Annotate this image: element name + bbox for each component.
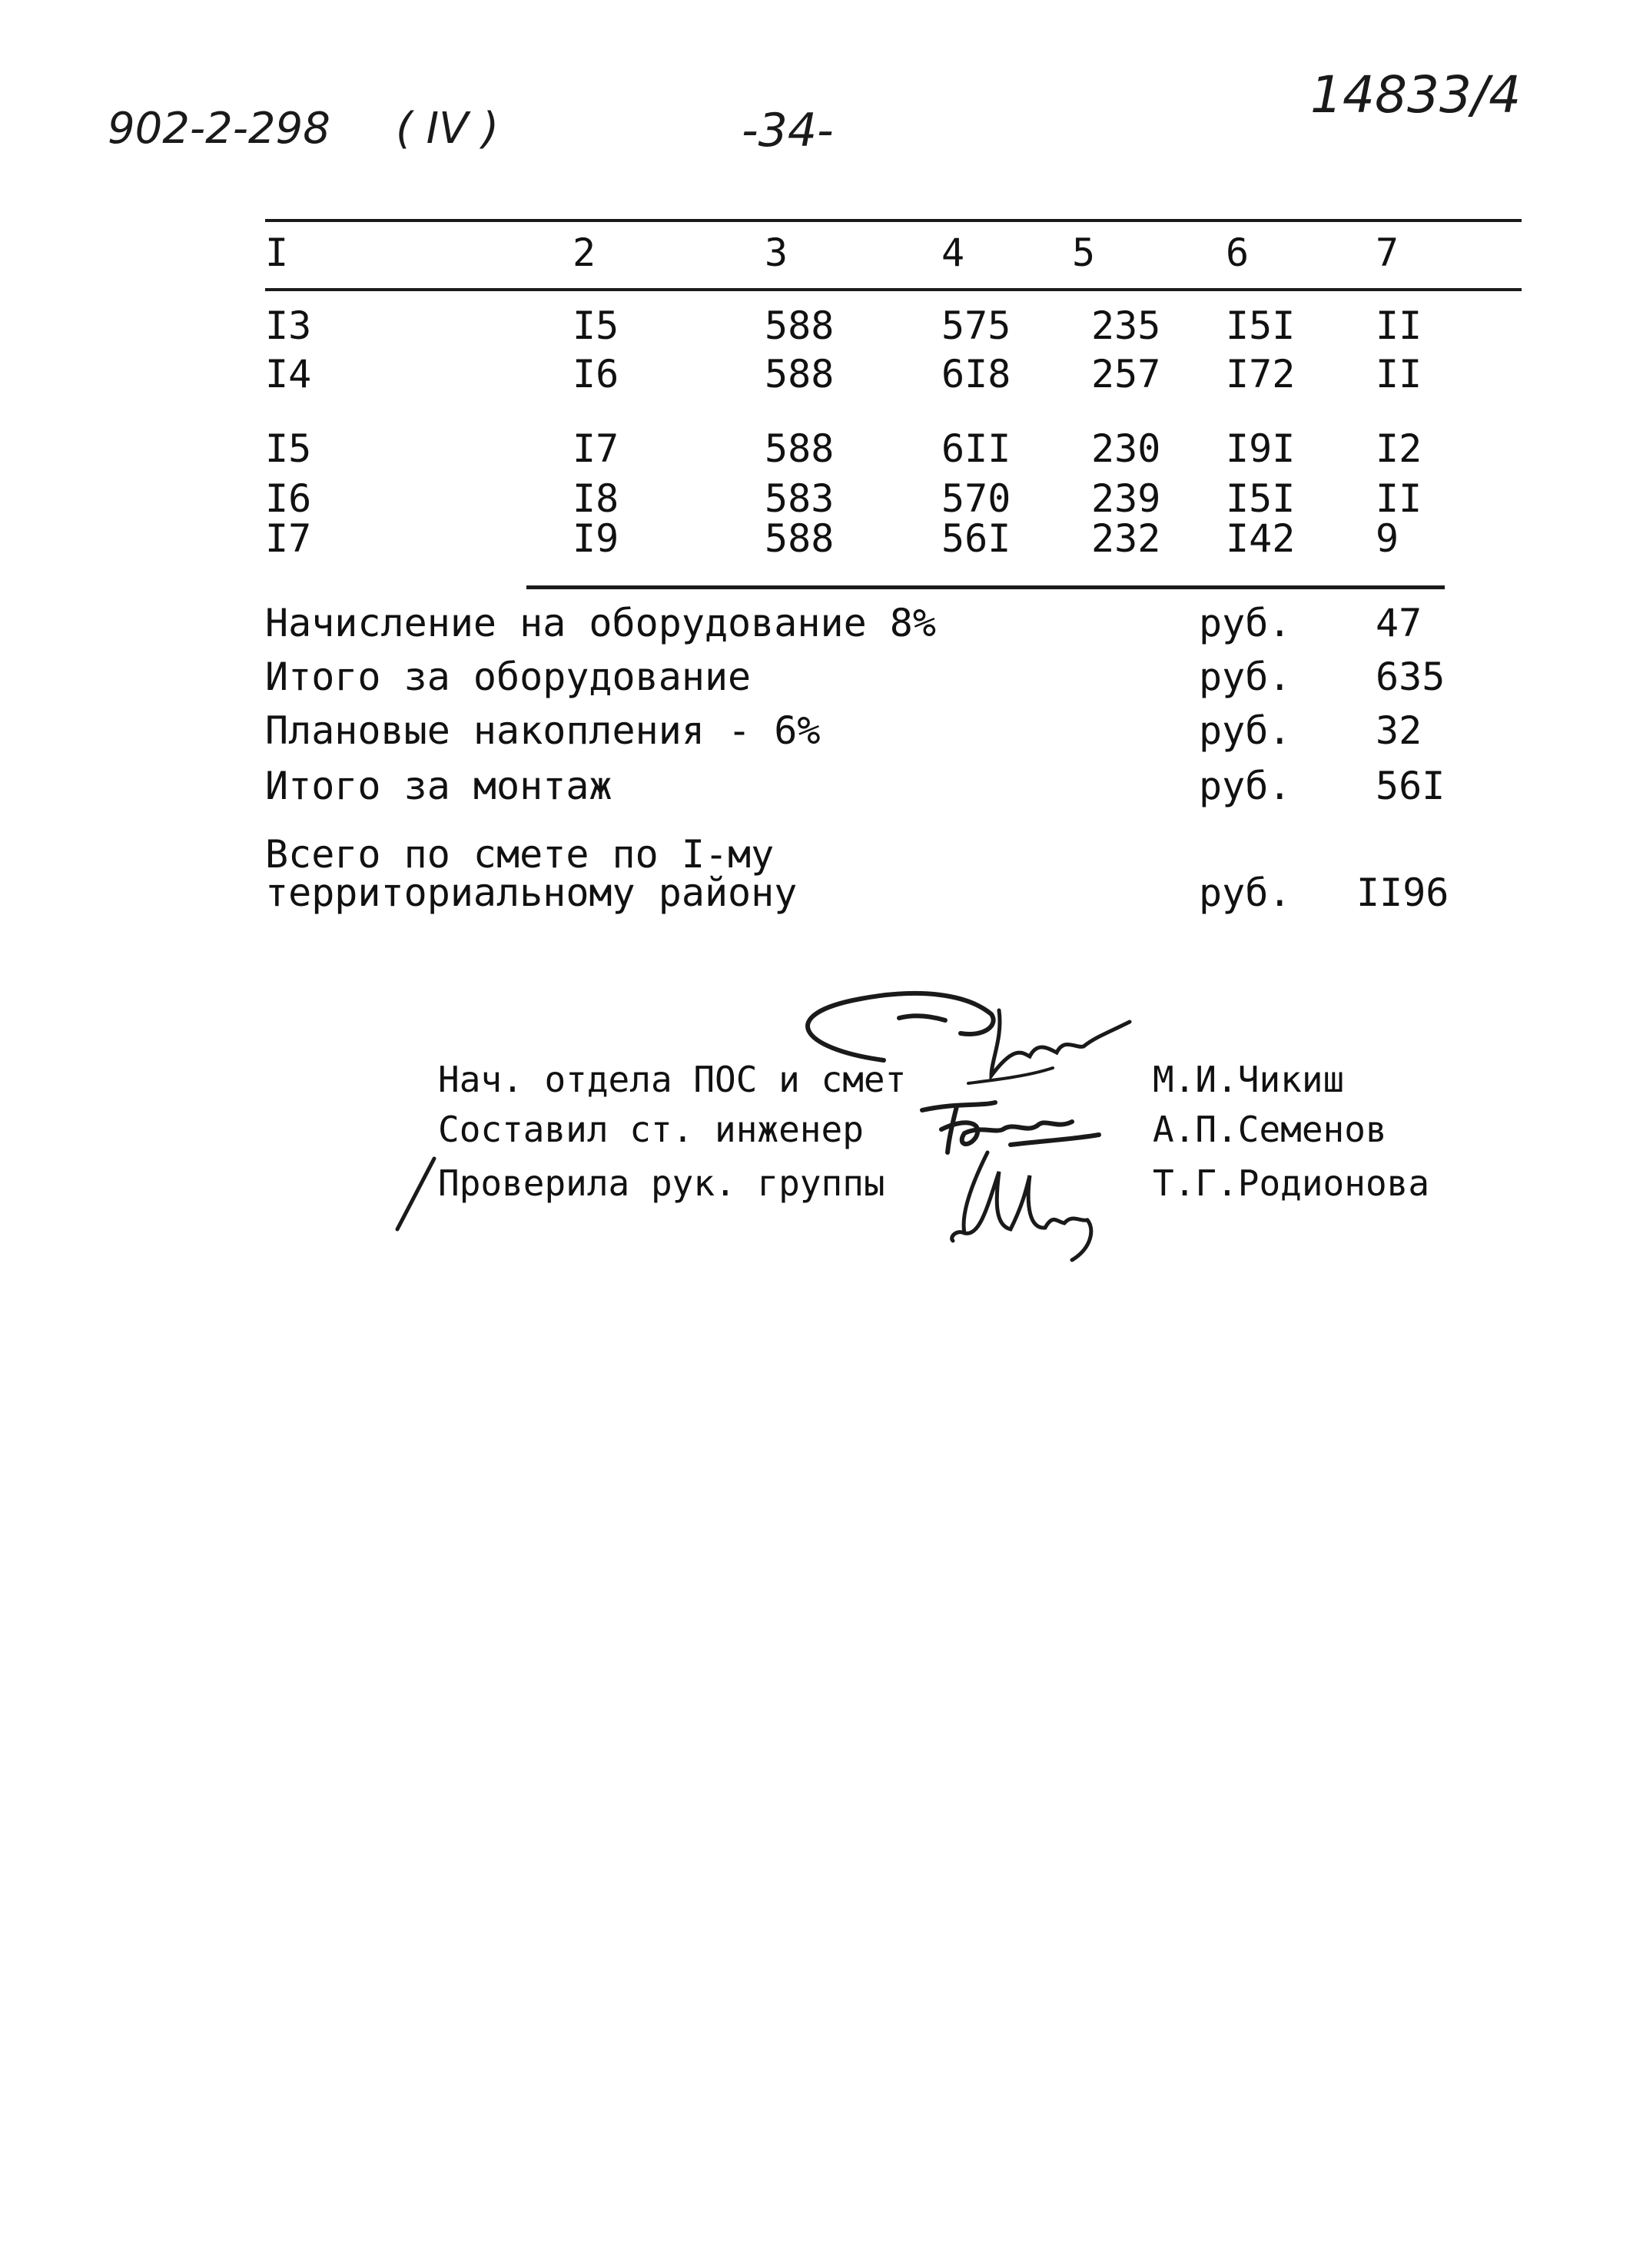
doc-code: 902-2-298 bbox=[108, 104, 330, 154]
col-header-6: 6 bbox=[1226, 230, 1250, 275]
table-cell: I9I bbox=[1226, 426, 1296, 471]
summary-value: 47 bbox=[1376, 601, 1422, 645]
table-cell: I5I bbox=[1226, 476, 1296, 521]
table-cell: 588 bbox=[765, 426, 835, 471]
table-bottom-rule bbox=[526, 585, 1445, 589]
table-cell: 588 bbox=[765, 516, 835, 561]
total-unit: руб. bbox=[1199, 870, 1292, 915]
summary-label: Итого за оборудование bbox=[265, 655, 752, 699]
table-cell: I7 bbox=[265, 516, 312, 561]
table-cell: I6 bbox=[573, 352, 619, 396]
col-header-1: I bbox=[265, 230, 289, 275]
table-top-rule bbox=[265, 219, 1522, 222]
signer-role: Нач. отдела ПОС и смет bbox=[438, 1059, 907, 1100]
signer-role: Проверила рук. группы bbox=[438, 1162, 885, 1204]
table-cell: 230 bbox=[1091, 426, 1161, 471]
table-cell: 583 bbox=[765, 476, 835, 521]
table-cell: I6 bbox=[265, 476, 312, 521]
table-cell: II bbox=[1376, 476, 1422, 521]
table-cell: 6I8 bbox=[941, 352, 1011, 396]
col-header-5: 5 bbox=[1072, 230, 1096, 275]
table-cell: 570 bbox=[941, 476, 1011, 521]
col-header-2: 2 bbox=[573, 230, 596, 275]
table-cell: 56I bbox=[941, 516, 1011, 561]
table-cell: 9 bbox=[1376, 516, 1399, 561]
summary-label: Плановые накопления - 6% bbox=[265, 708, 821, 753]
summary-unit: руб. bbox=[1199, 708, 1292, 753]
summary-label: Начисление на оборудование 8% bbox=[265, 601, 936, 645]
table-cell: 6II bbox=[941, 426, 1011, 471]
summary-label: Итого за монтаж bbox=[265, 764, 612, 808]
total-value: II96 bbox=[1356, 870, 1449, 915]
signer-role: Составил ст. инженер bbox=[438, 1109, 864, 1150]
summary-unit: руб. bbox=[1199, 764, 1292, 808]
total-label-line1: Всего по смете по I-му bbox=[265, 832, 775, 877]
archive-number: 14833/4 bbox=[1310, 65, 1522, 124]
table-cell: I2 bbox=[1376, 426, 1422, 471]
signer-name: М.И.Чикиш bbox=[1153, 1059, 1345, 1100]
margin-slash-mark bbox=[388, 1152, 442, 1237]
table-cell: I5 bbox=[265, 426, 312, 471]
table-header-rule bbox=[265, 288, 1522, 291]
signature-chikish bbox=[768, 976, 1153, 1099]
table-cell: I5I bbox=[1226, 303, 1296, 348]
summary-value: 32 bbox=[1376, 708, 1422, 753]
table-cell: I5 bbox=[573, 303, 619, 348]
signer-name: Т.Г.Родионова bbox=[1153, 1162, 1430, 1204]
col-header-7: 7 bbox=[1376, 230, 1399, 275]
table-cell: 588 bbox=[765, 352, 835, 396]
summary-unit: руб. bbox=[1199, 655, 1292, 699]
table-cell: I3 bbox=[265, 303, 312, 348]
summary-unit: руб. bbox=[1199, 601, 1292, 645]
table-cell: I9 bbox=[573, 516, 619, 561]
summary-value: 635 bbox=[1376, 655, 1445, 699]
summary-value: 56I bbox=[1376, 764, 1445, 808]
table-cell: 575 bbox=[941, 303, 1011, 348]
total-label-line2: территориальному району bbox=[265, 870, 798, 915]
signature-rodionova bbox=[941, 1137, 1133, 1268]
col-header-3: 3 bbox=[765, 230, 788, 275]
table-cell: I8 bbox=[573, 476, 619, 521]
col-header-4: 4 bbox=[941, 230, 965, 275]
table-cell: 235 bbox=[1091, 303, 1161, 348]
table-cell: 232 bbox=[1091, 516, 1161, 561]
table-cell: 257 bbox=[1091, 352, 1161, 396]
table-cell: II bbox=[1376, 303, 1422, 348]
table-cell: I42 bbox=[1226, 516, 1296, 561]
table-cell: 588 bbox=[765, 303, 835, 348]
signer-name: А.П.Семенов bbox=[1153, 1109, 1387, 1150]
table-cell: II bbox=[1376, 352, 1422, 396]
volume-label: ( IV ) bbox=[396, 104, 500, 154]
table-cell: I7 bbox=[573, 426, 619, 471]
table-cell: I4 bbox=[265, 352, 312, 396]
table-cell: I72 bbox=[1226, 352, 1296, 396]
table-cell: 239 bbox=[1091, 476, 1161, 521]
page-number: -34- bbox=[742, 104, 834, 158]
